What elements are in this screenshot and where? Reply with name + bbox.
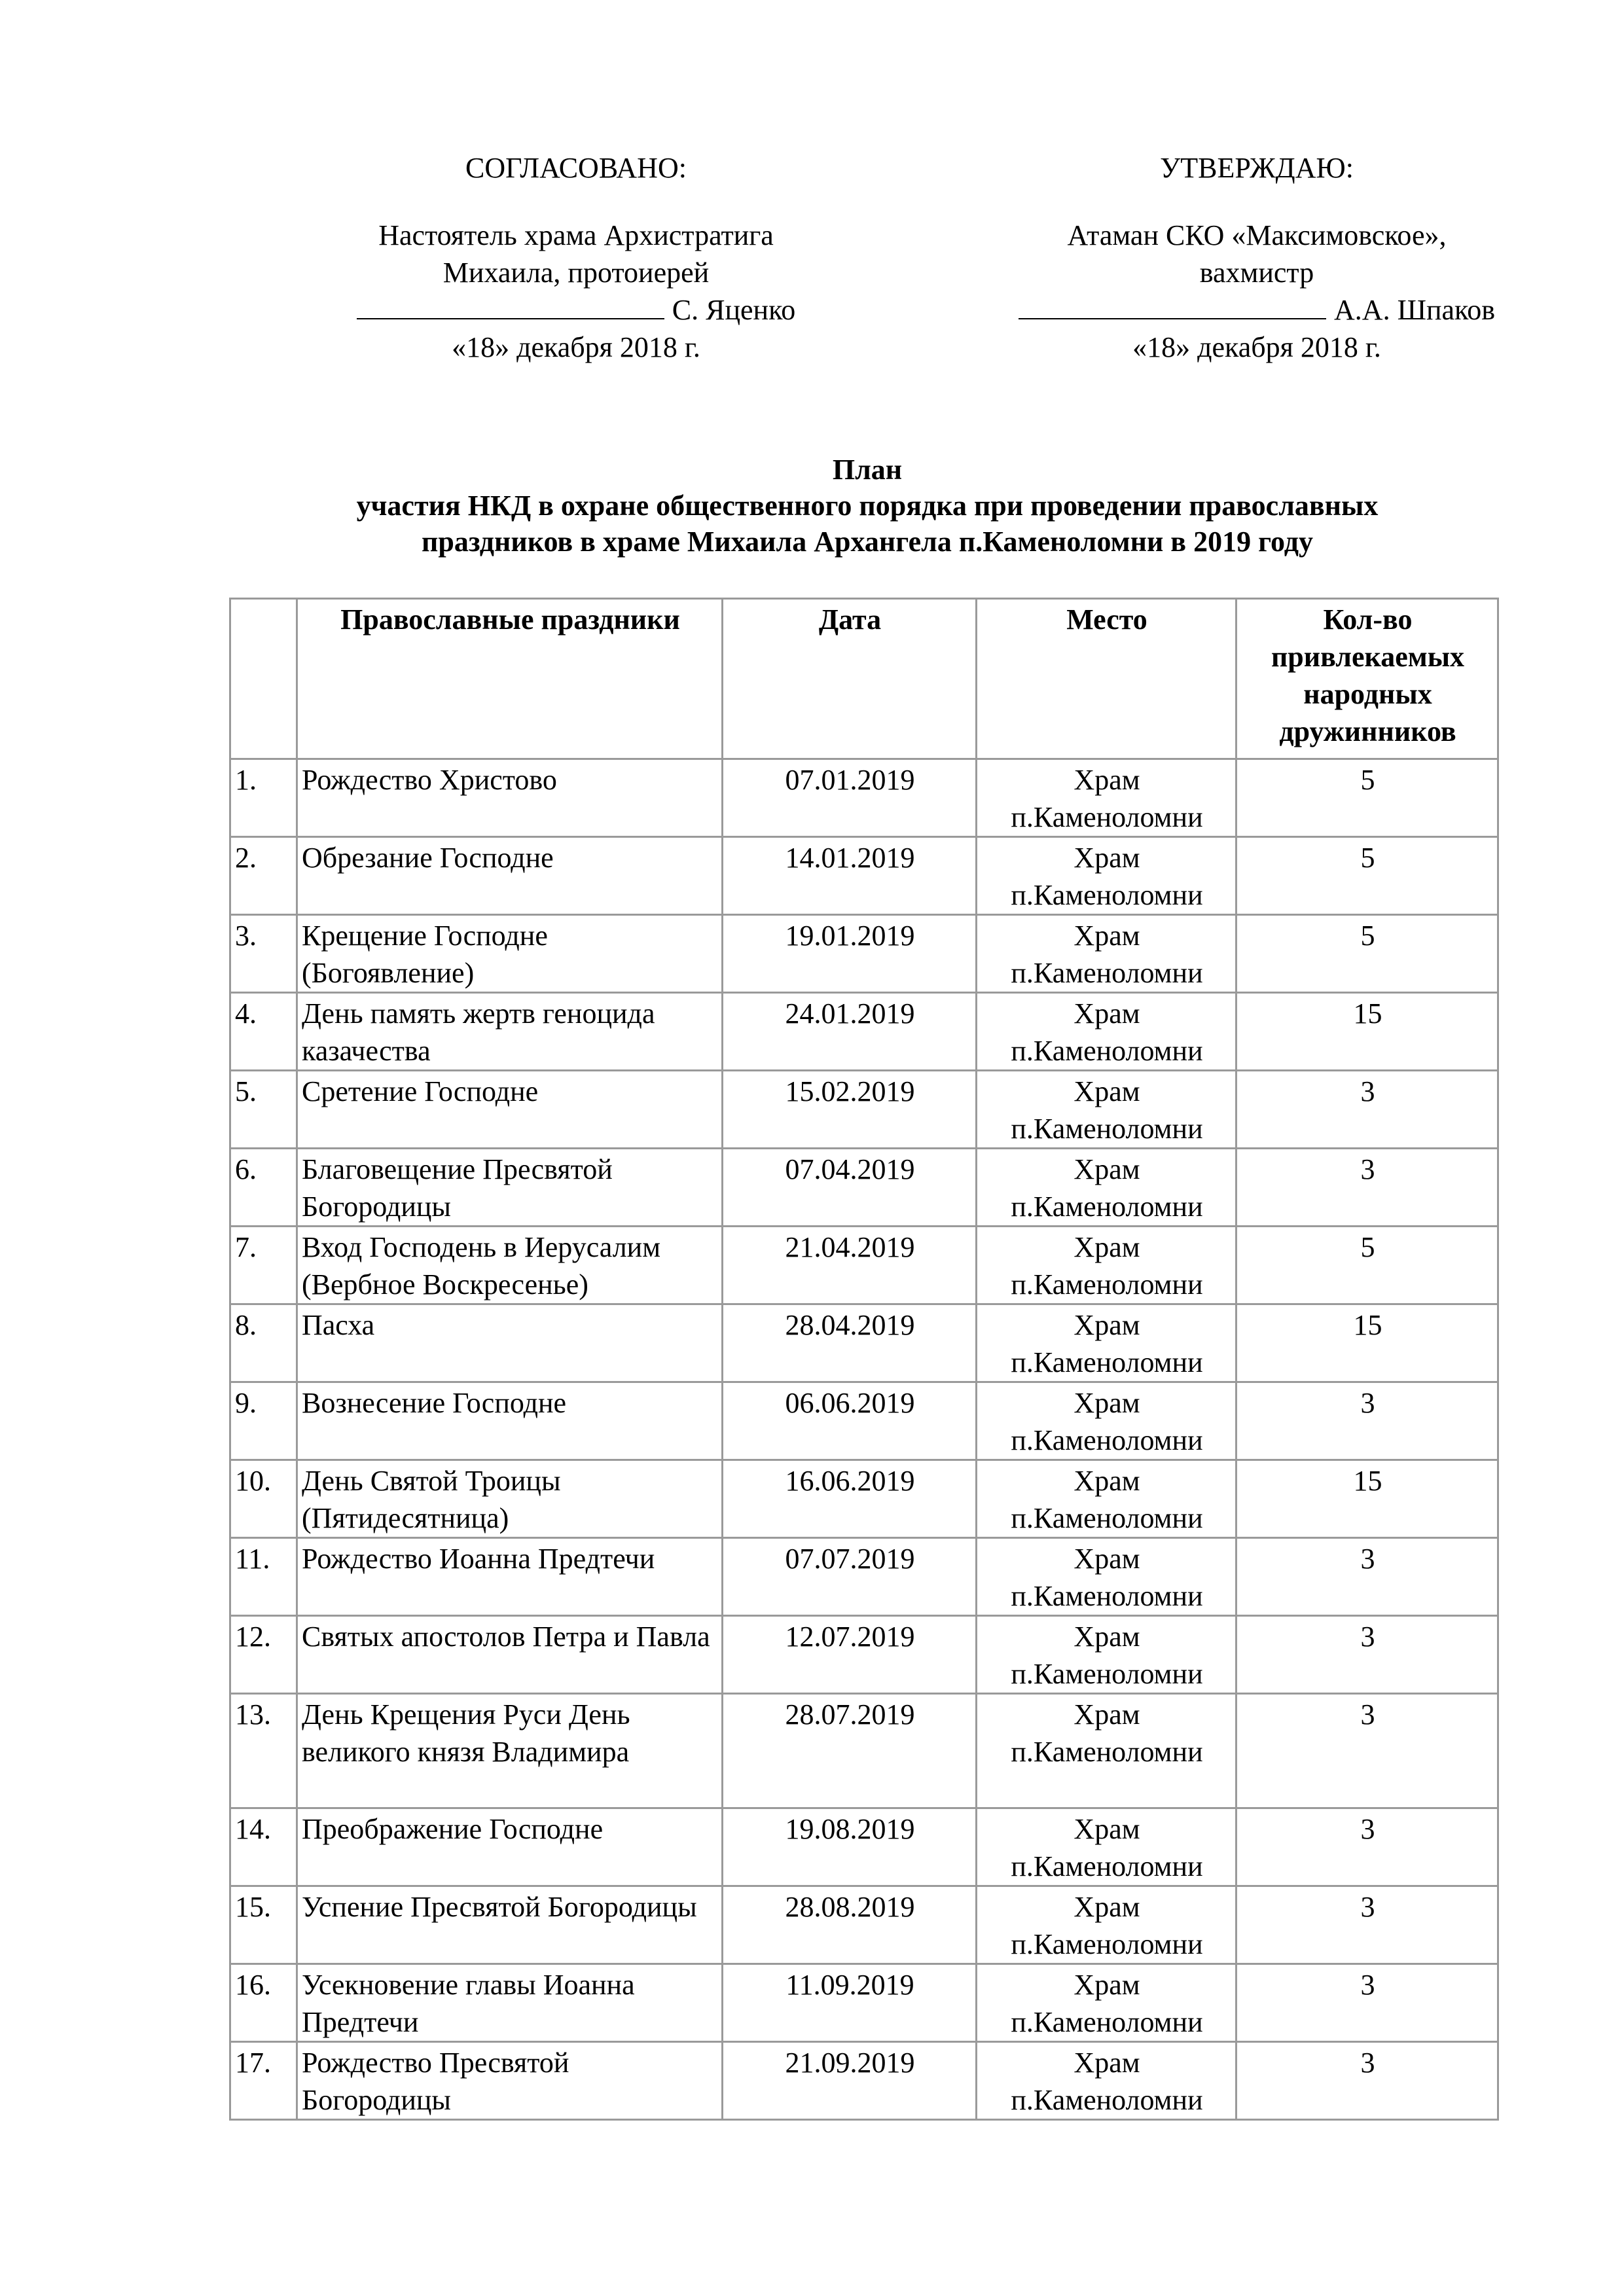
holiday-plan-table (229, 598, 1499, 2121)
row-date: 11.09.2019 (723, 1964, 977, 2042)
row-count: 15 (1236, 1304, 1498, 1382)
row-holiday: Пасха (297, 1304, 723, 1382)
row-date: 28.04.2019 (723, 1304, 977, 1382)
row-holiday: Рождество Христово (297, 759, 723, 837)
row-date: 06.06.2019 (723, 1382, 977, 1460)
row-number: 6. (230, 1149, 297, 1227)
approval-block-left (281, 149, 871, 366)
place-line-2: п.Каменоломни (1011, 1346, 1203, 1378)
place-line-2: п.Каменоломни (1011, 1424, 1203, 1456)
table-row (230, 1886, 1498, 1964)
row-holiday: День Крещения Руси День великого князя Владимира (297, 1694, 723, 1808)
row-holiday: Крещение Господне (Богоявление) (297, 915, 723, 993)
row-count: 3 (1236, 1149, 1498, 1227)
place-line-2: п.Каменоломни (1011, 1035, 1203, 1067)
row-number: 2. (230, 837, 297, 915)
row-date: 14.01.2019 (723, 837, 977, 915)
document-title (216, 452, 1519, 560)
row-number: 3. (230, 915, 297, 993)
place-line-2: п.Каменоломни (1011, 801, 1203, 833)
row-place (977, 1886, 1236, 1964)
header-place: Место (977, 599, 1236, 759)
row-count: 3 (1236, 1964, 1498, 2042)
place-line-2: п.Каменоломни (1011, 2084, 1203, 2116)
row-number: 9. (230, 1382, 297, 1460)
row-holiday: День Святой Троицы (Пятидесятница) (297, 1460, 723, 1538)
table-row (230, 759, 1498, 837)
row-place (977, 915, 1236, 993)
header-num (230, 599, 297, 759)
place-line-1: Храм (1074, 1813, 1140, 1845)
approval-rank: вахмистр (1199, 257, 1314, 289)
row-count: 15 (1236, 993, 1498, 1071)
place-line-1: Храм (1074, 764, 1140, 796)
row-place (977, 1808, 1236, 1886)
row-count: 3 (1236, 1886, 1498, 1964)
row-holiday: Сретение Господне (297, 1071, 723, 1149)
signature-line (357, 317, 664, 319)
table-row (230, 1694, 1498, 1808)
table-row (230, 837, 1498, 915)
table-row (230, 1808, 1498, 1886)
table-row (230, 993, 1498, 1071)
row-date: 19.08.2019 (723, 1808, 977, 1886)
approval-date: «18» декабря 2018 г. (452, 331, 700, 363)
place-line-2: п.Каменоломни (1011, 1580, 1203, 1612)
row-date: 07.01.2019 (723, 759, 977, 837)
approval-position: Настоятель храма Архистратига (378, 219, 774, 251)
signer-name: С. Яценко (672, 294, 796, 326)
table-row (230, 1149, 1498, 1227)
approval-heading: СОГЛАСОВАНО: (465, 152, 687, 184)
place-line-1: Храм (1074, 1153, 1140, 1185)
row-holiday: Преображение Господне (297, 1808, 723, 1886)
place-line-1: Храм (1074, 1698, 1140, 1731)
header-date: Дата (723, 599, 977, 759)
row-place (977, 1304, 1236, 1382)
row-number: 15. (230, 1886, 297, 1964)
place-line-1: Храм (1074, 1075, 1140, 1107)
row-count: 3 (1236, 1071, 1498, 1149)
row-date: 19.01.2019 (723, 915, 977, 993)
row-place (977, 993, 1236, 1071)
table-row (230, 1460, 1498, 1538)
approval-heading: УТВЕРЖДАЮ: (1160, 152, 1354, 184)
place-line-1: Храм (1074, 2047, 1140, 2079)
row-number: 7. (230, 1227, 297, 1304)
place-line-1: Храм (1074, 842, 1140, 874)
place-line-2: п.Каменоломни (1011, 1658, 1203, 1690)
row-number: 10. (230, 1460, 297, 1538)
row-holiday: Усекновение главы Иоанна Предтечи (297, 1964, 723, 2042)
row-number: 4. (230, 993, 297, 1071)
row-count: 5 (1236, 837, 1498, 915)
row-holiday: День память жертв геноцида казачества (297, 993, 723, 1071)
row-date: 24.01.2019 (723, 993, 977, 1071)
table-row (230, 1304, 1498, 1382)
place-line-1: Храм (1074, 1891, 1140, 1923)
row-date: 28.08.2019 (723, 1886, 977, 1964)
row-date: 07.07.2019 (723, 1538, 977, 1616)
row-count: 5 (1236, 915, 1498, 993)
approval-position: Атаман СКО «Максимовское», (1067, 219, 1447, 251)
place-line-1: Храм (1074, 1387, 1140, 1419)
title-line-3: праздников в храме Михаила Архангела п.Каменоломни в 2019 году (422, 526, 1313, 558)
place-line-2: п.Каменоломни (1011, 1113, 1203, 1145)
place-line-2: п.Каменоломни (1011, 2006, 1203, 2038)
row-place (977, 1382, 1236, 1460)
row-holiday: Успение Пресвятой Богородицы (297, 1886, 723, 1964)
row-holiday: Обрезание Господне (297, 837, 723, 915)
row-date: 21.04.2019 (723, 1227, 977, 1304)
row-date: 12.07.2019 (723, 1616, 977, 1694)
row-place (977, 1538, 1236, 1616)
row-place (977, 837, 1236, 915)
place-line-1: Храм (1074, 1969, 1140, 2001)
row-holiday: Рождество Иоанна Предтечи (297, 1538, 723, 1616)
header-count: Кол-во привлекаемых народных дружинников (1236, 599, 1498, 759)
place-line-2: п.Каменоломни (1011, 1191, 1203, 1223)
row-holiday: Рождество Пресвятой Богородицы (297, 2042, 723, 2120)
row-number: 12. (230, 1616, 297, 1694)
row-place (977, 1227, 1236, 1304)
row-place (977, 1616, 1236, 1694)
row-count: 3 (1236, 1616, 1498, 1694)
signature-row (281, 291, 871, 329)
signature-line (1019, 317, 1326, 319)
row-number: 13. (230, 1694, 297, 1808)
row-date: 15.02.2019 (723, 1071, 977, 1149)
row-place (977, 1460, 1236, 1538)
table-row (230, 1538, 1498, 1616)
title-line-1: План (832, 454, 903, 486)
row-count: 3 (1236, 1808, 1498, 1886)
place-line-2: п.Каменоломни (1011, 1502, 1203, 1534)
place-line-1: Храм (1074, 997, 1140, 1030)
table-row (230, 1382, 1498, 1460)
row-place (977, 1694, 1236, 1808)
approval-date: «18» декабря 2018 г. (1132, 331, 1381, 363)
place-line-1: Храм (1074, 1621, 1140, 1653)
table-row (230, 1616, 1498, 1694)
row-place (977, 1964, 1236, 2042)
row-holiday: Вознесение Господне (297, 1382, 723, 1460)
row-place (977, 2042, 1236, 2120)
row-place (977, 1149, 1236, 1227)
place-line-2: п.Каменоломни (1011, 1268, 1203, 1300)
table-row (230, 1071, 1498, 1149)
row-number: 14. (230, 1808, 297, 1886)
table-row (230, 2042, 1498, 2120)
row-number: 16. (230, 1964, 297, 2042)
row-number: 17. (230, 2042, 297, 2120)
row-count: 15 (1236, 1460, 1498, 1538)
table-body (230, 759, 1498, 2120)
table-header-row (230, 599, 1498, 759)
place-line-1: Храм (1074, 1309, 1140, 1341)
row-count: 5 (1236, 1227, 1498, 1304)
row-holiday: Святых апостолов Петра и Павла (297, 1616, 723, 1694)
place-line-1: Храм (1074, 1231, 1140, 1263)
row-number: 11. (230, 1538, 297, 1616)
row-place (977, 759, 1236, 837)
row-date: 28.07.2019 (723, 1694, 977, 1808)
place-line-1: Храм (1074, 1465, 1140, 1497)
place-line-2: п.Каменоломни (1011, 1928, 1203, 1960)
table-row (230, 1227, 1498, 1304)
signature-row (962, 291, 1551, 329)
approval-rank: Михаила, протоиерей (442, 257, 710, 289)
approval-block-right (962, 149, 1551, 366)
signer-name: А.А. Шпаков (1334, 294, 1495, 326)
place-line-2: п.Каменоломни (1011, 1736, 1203, 1768)
row-count: 3 (1236, 1694, 1498, 1808)
row-holiday: Благовещение Пресвятой Богородицы (297, 1149, 723, 1227)
row-number: 8. (230, 1304, 297, 1382)
row-number: 1. (230, 759, 297, 837)
row-date: 16.06.2019 (723, 1460, 977, 1538)
row-number: 5. (230, 1071, 297, 1149)
row-date: 07.04.2019 (723, 1149, 977, 1227)
place-line-1: Храм (1074, 920, 1140, 952)
row-place (977, 1071, 1236, 1149)
row-count: 3 (1236, 2042, 1498, 2120)
row-date: 21.09.2019 (723, 2042, 977, 2120)
place-line-2: п.Каменоломни (1011, 879, 1203, 911)
row-count: 5 (1236, 759, 1498, 837)
table-row (230, 1964, 1498, 2042)
place-line-2: п.Каменоломни (1011, 957, 1203, 989)
place-line-1: Храм (1074, 1543, 1140, 1575)
table-row (230, 915, 1498, 993)
place-line-2: п.Каменоломни (1011, 1850, 1203, 1882)
row-holiday: Вход Господень в Иерусалим (Вербное Воскресенье) (297, 1227, 723, 1304)
header-holiday: Православные праздники (297, 599, 723, 759)
row-count: 3 (1236, 1538, 1498, 1616)
title-line-2: участия НКД в охране общественного порядка при проведении православных (356, 490, 1379, 522)
row-count: 3 (1236, 1382, 1498, 1460)
